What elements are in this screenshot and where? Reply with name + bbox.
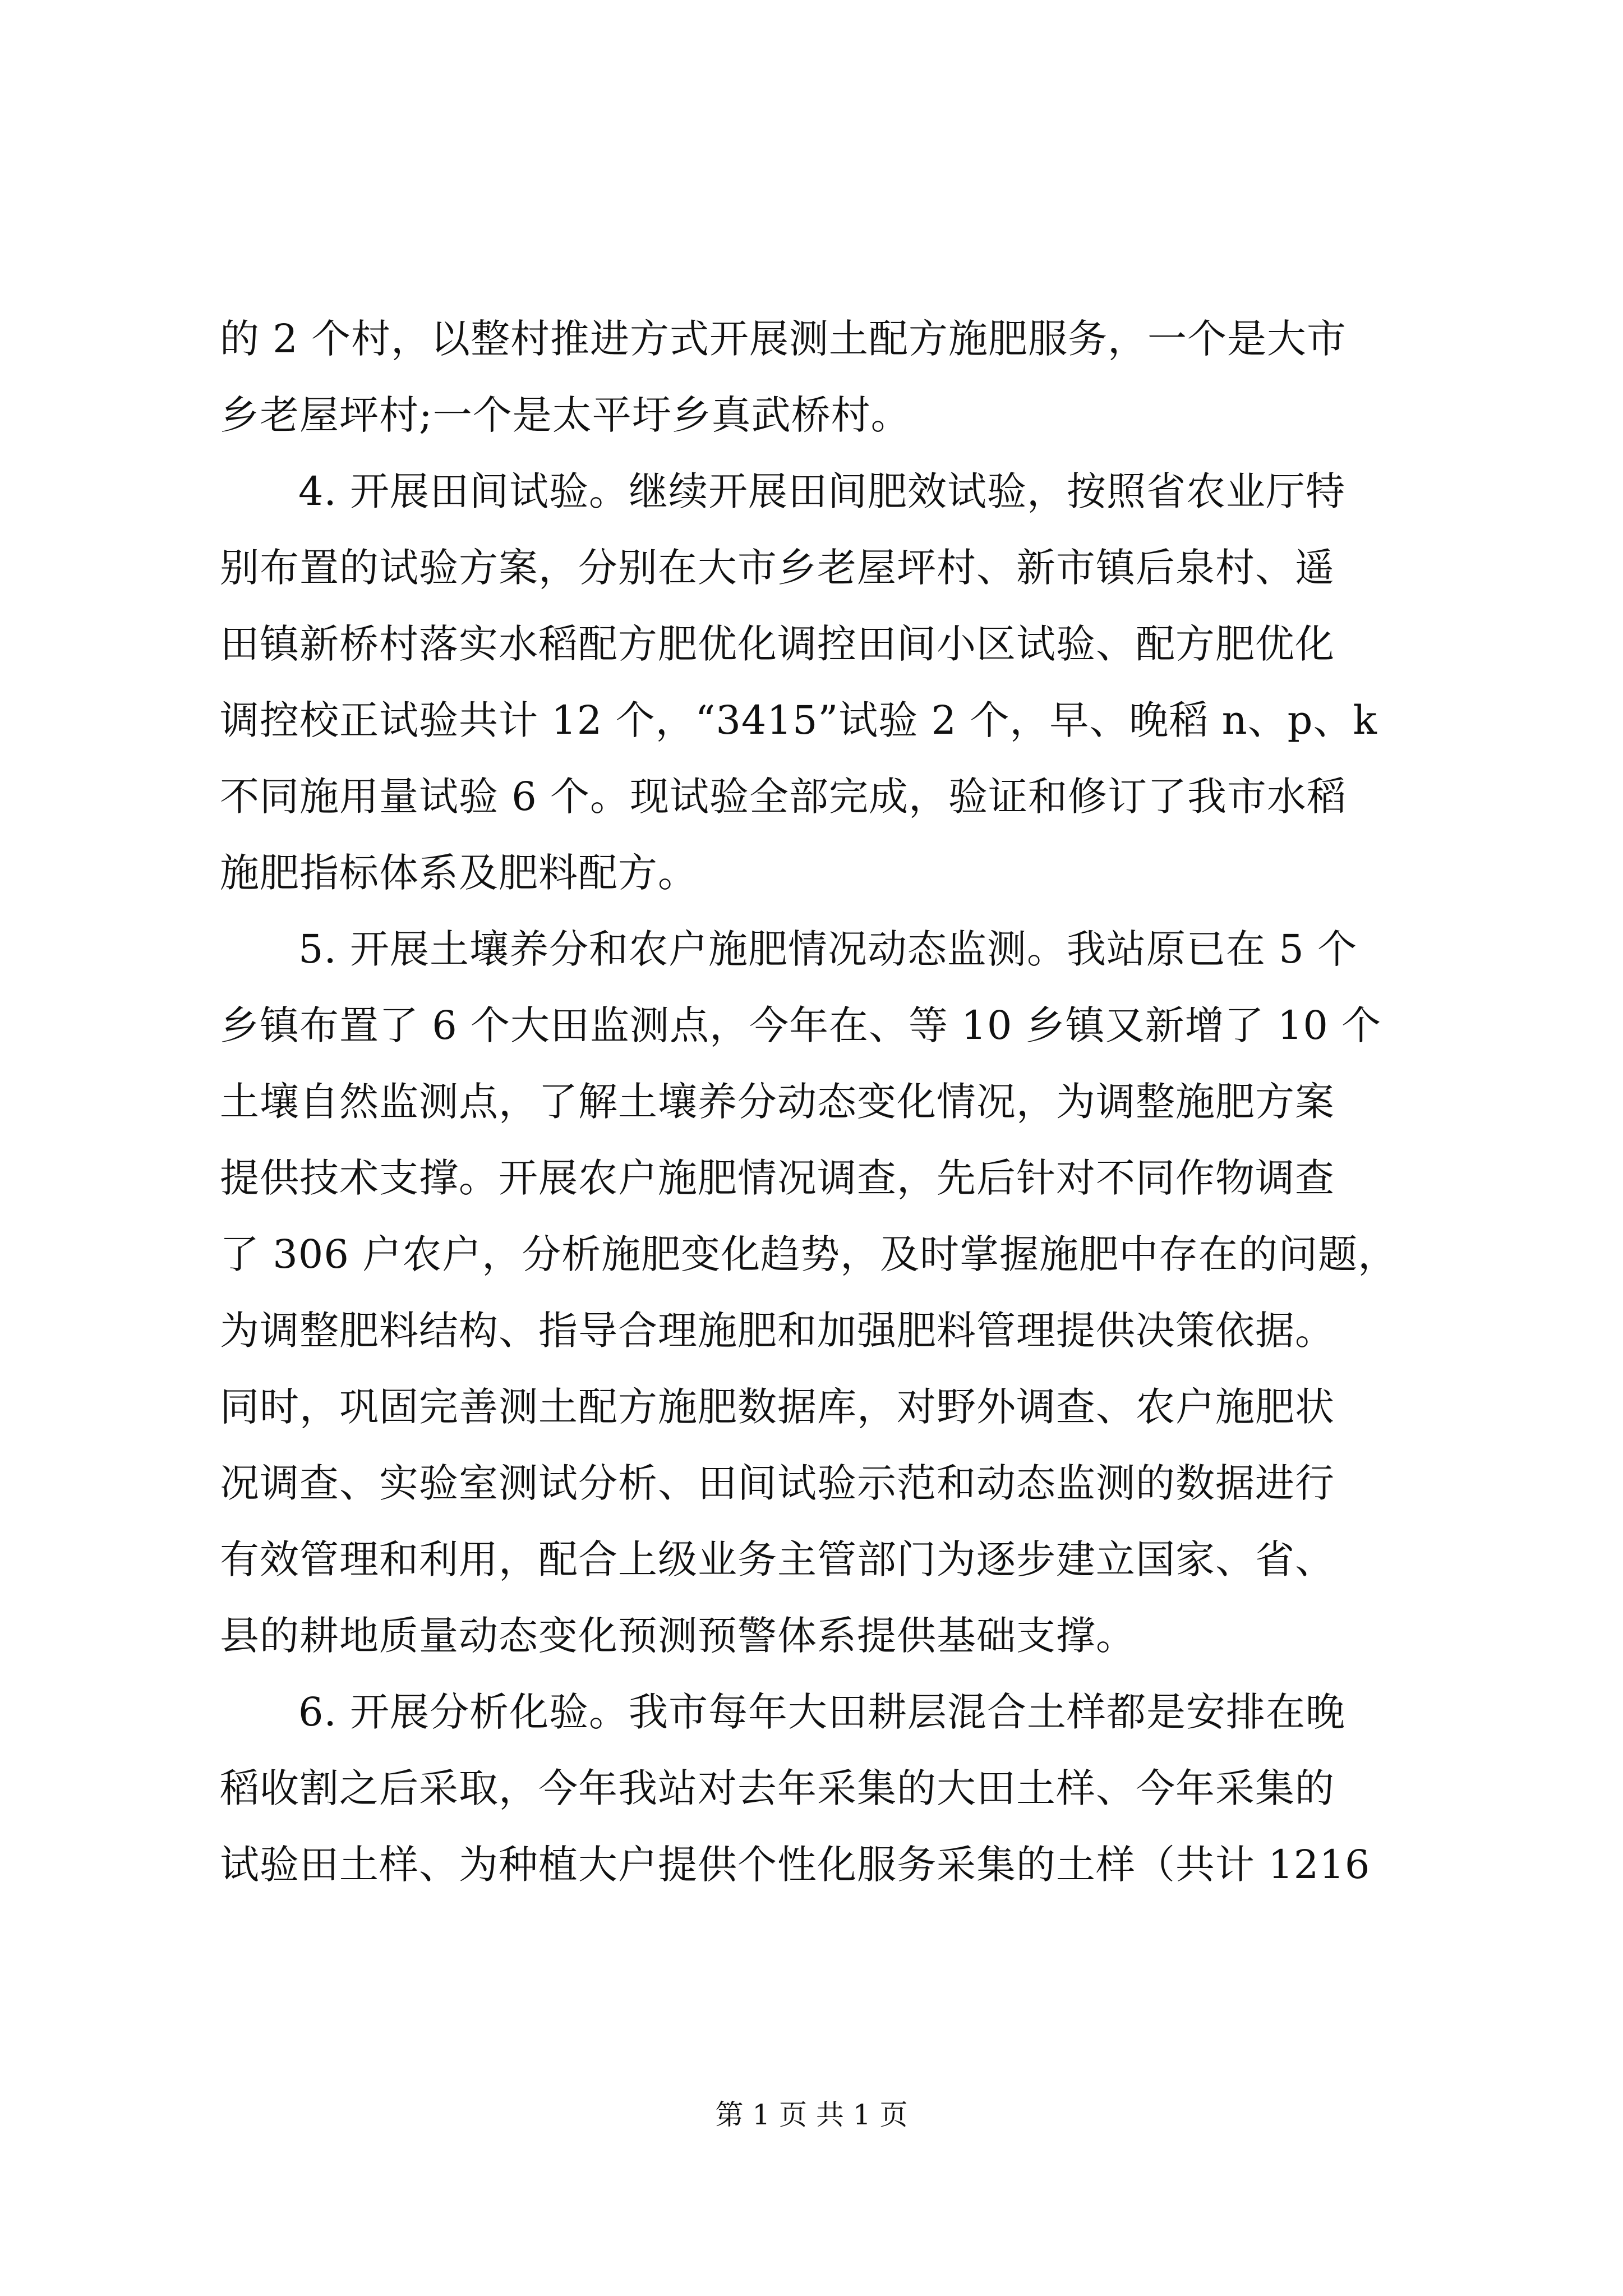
body-text bbox=[220, 301, 1409, 1903]
paragraph-start-line: 6. 开展分析化验。我市每年大田耕层混合土样都是安排在晚 bbox=[298, 1689, 1346, 1735]
text-line: 试验田土样、为种植大户提供个性化服务采集的土样（共计 1216 bbox=[220, 1842, 1371, 1888]
text-line: 乡老屋坪村;一个是太平圩乡真武桥村。 bbox=[220, 392, 911, 438]
text-line: 施肥指标体系及肥料配方。 bbox=[220, 850, 698, 896]
text-line: 稻收割之后采取，今年我站对去年采集的大田土样、今年采集的 bbox=[220, 1765, 1335, 1811]
text-line: 土壤自然监测点，了解土壤养分动态变化情况，为调整施肥方案 bbox=[220, 1079, 1335, 1125]
text-line: 提供技术支撑。开展农户施肥情况调查，先后针对不同作物调查 bbox=[220, 1155, 1335, 1201]
text-line: 县的耕地质量动态变化预测预警体系提供基础支撑。 bbox=[220, 1613, 1136, 1659]
page-footer: 第 1 页 共 1 页 bbox=[715, 2099, 908, 2131]
paragraph-start-line: 4. 开展田间试验。继续开展田间肥效试验，按照省农业厅特 bbox=[298, 468, 1346, 514]
text-line: 的 2 个村，以整村推进方式开展测土配方施肥服务，一个是大市 bbox=[220, 316, 1347, 362]
text-line: 有效管理和利用，配合上级业务主管部门为逐步建立国家、省、 bbox=[220, 1536, 1335, 1582]
text-line: 不同施用量试验 6 个。现试验全部完成，验证和修订了我市水稻 bbox=[220, 774, 1347, 820]
paragraph-start-line: 5. 开展土壤养分和农户施肥情况动态监测。我站原已在 5 个 bbox=[298, 926, 1358, 972]
text-line: 况调查、实验室测试分析、田间试验示范和动态监测的数据进行 bbox=[220, 1460, 1335, 1506]
text-line: 同时，巩固完善测土配方施肥数据库，对野外调查、农户施肥状 bbox=[220, 1384, 1335, 1430]
text-line: 田镇新桥村落实水稻配方肥优化调控田间小区试验、配方肥优化 bbox=[220, 621, 1335, 667]
text-line: 了 306 户农户，分析施肥变化趋势，及时掌握施肥中存在的问题， bbox=[220, 1231, 1398, 1277]
text-line: 别布置的试验方案，分别在大市乡老屋坪村、新市镇后泉村、遥 bbox=[220, 545, 1335, 591]
text-line: 乡镇布置了 6 个大田监测点，今年在、等 10 乡镇又新增了 10 个 bbox=[220, 1002, 1382, 1048]
text-line: 调控校正试验共计 12 个，“3415”试验 2 个，早、晚稻 n、p、k bbox=[220, 697, 1377, 743]
text-line: 为调整肥料结构、指导合理施肥和加强肥料管理提供决策依据。 bbox=[220, 1308, 1335, 1354]
